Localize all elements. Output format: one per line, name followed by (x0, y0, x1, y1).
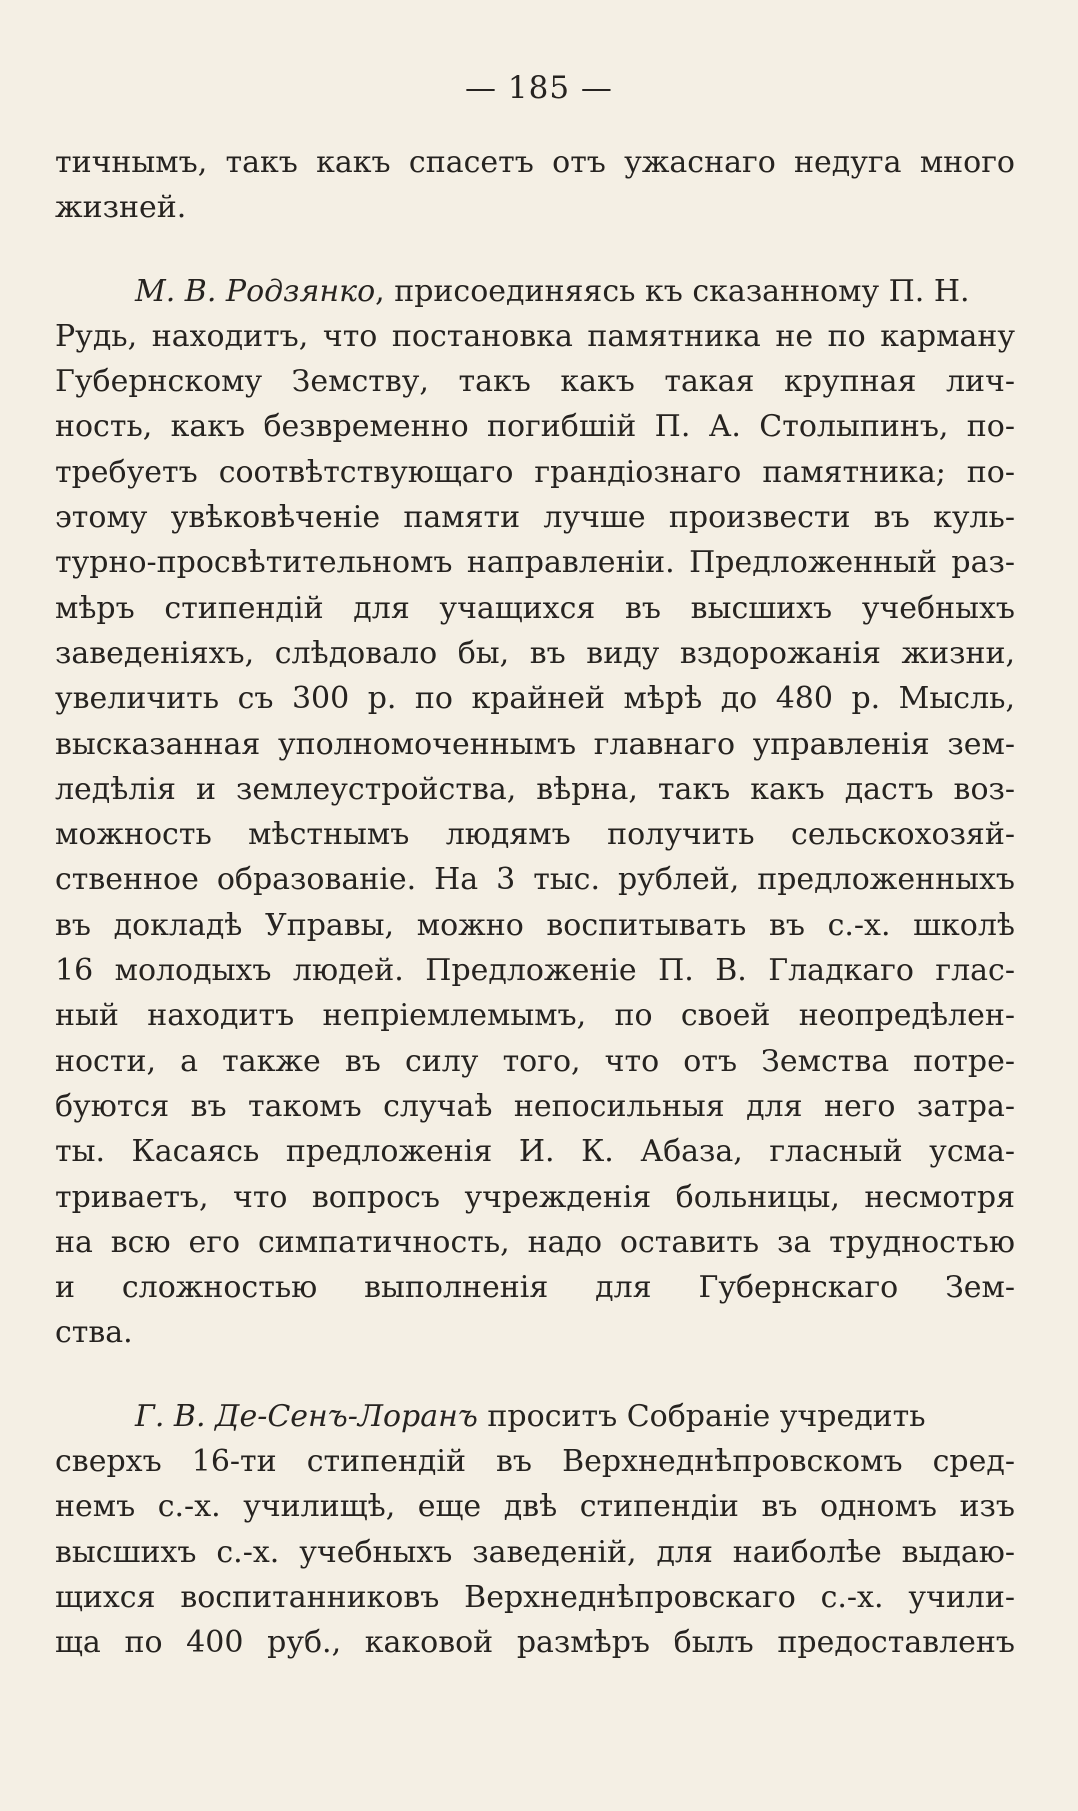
text-line: немъ с.-х. училищѣ, еще двѣ стипендіи въ одномъ изъ (55, 1489, 1015, 1525)
speaker-name: Г. В. Де-Сенъ-Лоранъ (135, 1398, 478, 1434)
text-line: ность, какъ безвременно погибшій П. А. Столыпинъ, по- (55, 409, 1015, 445)
text-line: Губернскому Земству, такъ какъ такая крупная лич- (55, 364, 1015, 400)
text-line: сверхъ 16-ти стипендій въ Верхнеднѣпровскомъ сред- (55, 1444, 1015, 1480)
paragraph-gap (55, 1356, 1015, 1394)
text-line: на всю его симпатичность, надо оставить за трудностью (55, 1224, 1015, 1260)
text-line: высшихъ с.-х. учебныхъ заведеній, для наиболѣе выдаю- (55, 1534, 1015, 1570)
text-line: Рудь, находитъ, что постановка памятника не по карману (55, 318, 1015, 354)
page-number: — 185 — (465, 70, 613, 106)
text-run: , присоединяясь къ сказанному П. Н. (375, 273, 970, 309)
speaker-name: М. В. Родзянко (135, 273, 376, 309)
text-line: мѣръ стипендій для учащихся въ высшихъ учебныхъ (55, 590, 1015, 626)
body-text (55, 140, 1015, 1666)
text-line: тичнымъ, такъ какъ спасетъ отъ ужаснаго недуга много (55, 145, 1015, 180)
text-line: турно-просвѣтительномъ направленіи. Предложенный раз- (55, 545, 1015, 581)
text-line: ща по 400 руб., каковой размѣръ былъ предоставленъ (55, 1625, 1015, 1661)
text-line: ледѣлія и землеустройства, вѣрна, такъ какъ дастъ воз- (55, 771, 1015, 807)
text-line (55, 1394, 1015, 1439)
text-line: ственное образованіе. На 3 тыс. рублей, предложенныхъ (55, 862, 1015, 898)
text-line: въ докладѣ Управы, можно воспитывать въ с.-х. школѣ (55, 907, 1015, 943)
text-line: требуетъ соотвѣтствующаго грандіознаго памятника; по- (55, 454, 1015, 490)
text-run: проситъ Собраніе учредить (477, 1398, 926, 1434)
text-line: заведеніяхъ, слѣдовало бы, въ виду вздорожанія жизни, (55, 635, 1015, 671)
text-line: щихся воспитанниковъ Верхнеднѣпровскаго с.-х. учили- (55, 1579, 1015, 1615)
text-line (55, 269, 1015, 314)
paragraph-gap (55, 231, 1015, 269)
text-line: 16 молодыхъ людей. Предложеніе П. В. Гладкаго глас- (55, 953, 1015, 989)
text-line: и сложностью выполненія для Губернскаго Зем- (55, 1270, 1015, 1306)
text-line: высказанная уполномоченнымъ главнаго управленія зем- (55, 726, 1015, 762)
text-line: жизней. (55, 190, 187, 226)
text-line: ства. (55, 1315, 133, 1351)
text-line: ты. Касаясь предложенія И. К. Абаза, гласный усма- (55, 1134, 1015, 1170)
text-line: ности, а также въ силу того, что отъ Земства потре- (55, 1043, 1015, 1079)
text-line: триваетъ, что вопросъ учрежденія больницы, несмотря (55, 1179, 1015, 1215)
text-line: ный находитъ непріемлемымъ, по своей неопредѣлен- (55, 998, 1015, 1034)
text-line: увеличить съ 300 р. по крайней мѣрѣ до 480 р. Мысль, (55, 681, 1015, 717)
text-line: этому увѣковѣченіе памяти лучше произвести въ куль- (55, 500, 1015, 536)
text-line: буются въ такомъ случаѣ непосильныя для него затра- (55, 1088, 1015, 1124)
text-line: можность мѣстнымъ людямъ получить сельскохозяй- (55, 817, 1015, 853)
